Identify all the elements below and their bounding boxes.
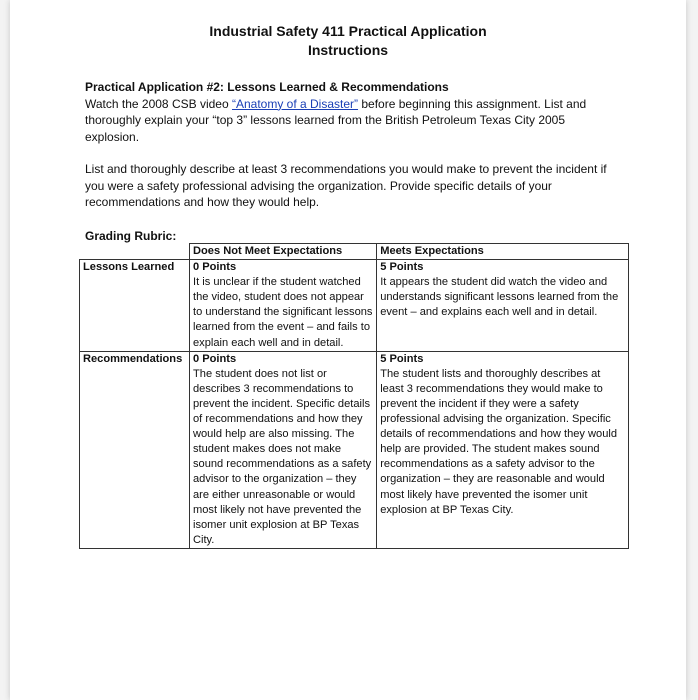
points-label: 0 Points	[193, 352, 237, 365]
document-title	[10, 22, 686, 60]
cell-lessons-not-meet	[190, 260, 377, 352]
recommendations-paragraph: List and thoroughly describe at least 3 recommendations you would make to prevent the incident if you were a safety professional advising the organization. Provide specific details of your recommendations and how they would help.	[85, 162, 607, 209]
cell-recommendations-not-meet	[190, 351, 377, 548]
rubric-header-row	[80, 244, 629, 260]
points-label: 5 Points	[380, 352, 424, 365]
criterion-lessons-learned: Lessons Learned	[80, 260, 190, 352]
cell-description: It is unclear if the student watched the video, student does not appear to understand the significant lessons learned from the event – and fails to explain each well and in detail.	[193, 276, 373, 349]
cell-description: The student lists and thoroughly describes at least 3 recommendations they would make to prevent the incident if they were a safety professional advising the organization. Specific details of recommendations and how they would help are provided. The student makes sound recommendations as a safety advisor to the organization – they are reasonable and would most likely have prevented the isomer unit explosion at BP Texas City.	[380, 367, 618, 516]
rubric-label: Grading Rubric:	[85, 229, 177, 243]
points-label: 0 Points	[193, 261, 237, 274]
cell-recommendations-meets	[377, 351, 629, 548]
rubric-corner-cell	[80, 244, 190, 260]
title-line-1: Industrial Safety 411 Practical Application	[209, 23, 487, 39]
assignment-instructions	[85, 96, 615, 146]
intro-text-before-link: Watch the 2008 CSB video	[85, 96, 232, 111]
column-header-meets: Meets Expectations	[377, 244, 629, 260]
cell-description: The student does not list or describes 3 recommendations to prevent the incident. Specific details of recommendations and how they would help are also missing. The student makes does not make sound recommendations as a safety advisor to the organization – they are either unreasonable or would most likely not have prevented the isomer unit explosion at BP Texas City.	[193, 367, 372, 546]
rubric-row-lessons-learned	[80, 260, 629, 352]
assignment-intro	[85, 79, 615, 145]
criterion-recommendations: Recommendations	[80, 351, 190, 548]
column-header-not-meet: Does Not Meet Expectations	[190, 244, 377, 260]
points-label: 5 Points	[380, 261, 424, 274]
document-page	[10, 0, 686, 700]
title-line-2: Instructions	[307, 42, 389, 58]
assignment-heading: Practical Application #2: Lessons Learned & Recommendations	[85, 80, 449, 94]
grading-rubric-table	[79, 243, 629, 549]
intro-text-after-link: before beginning this assignment. List and thoroughly explain your “top 3” lessons learned from the British Petroleum Texas City 2005 explosion.	[85, 96, 587, 144]
cell-lessons-meets	[377, 260, 629, 352]
cell-description: It appears the student did watch the video and understands significant lessons learned from the event – and explains each well and in detail.	[380, 276, 619, 319]
video-link[interactable]: “Anatomy of a Disaster”	[231, 96, 359, 111]
rubric-row-recommendations	[80, 351, 629, 548]
